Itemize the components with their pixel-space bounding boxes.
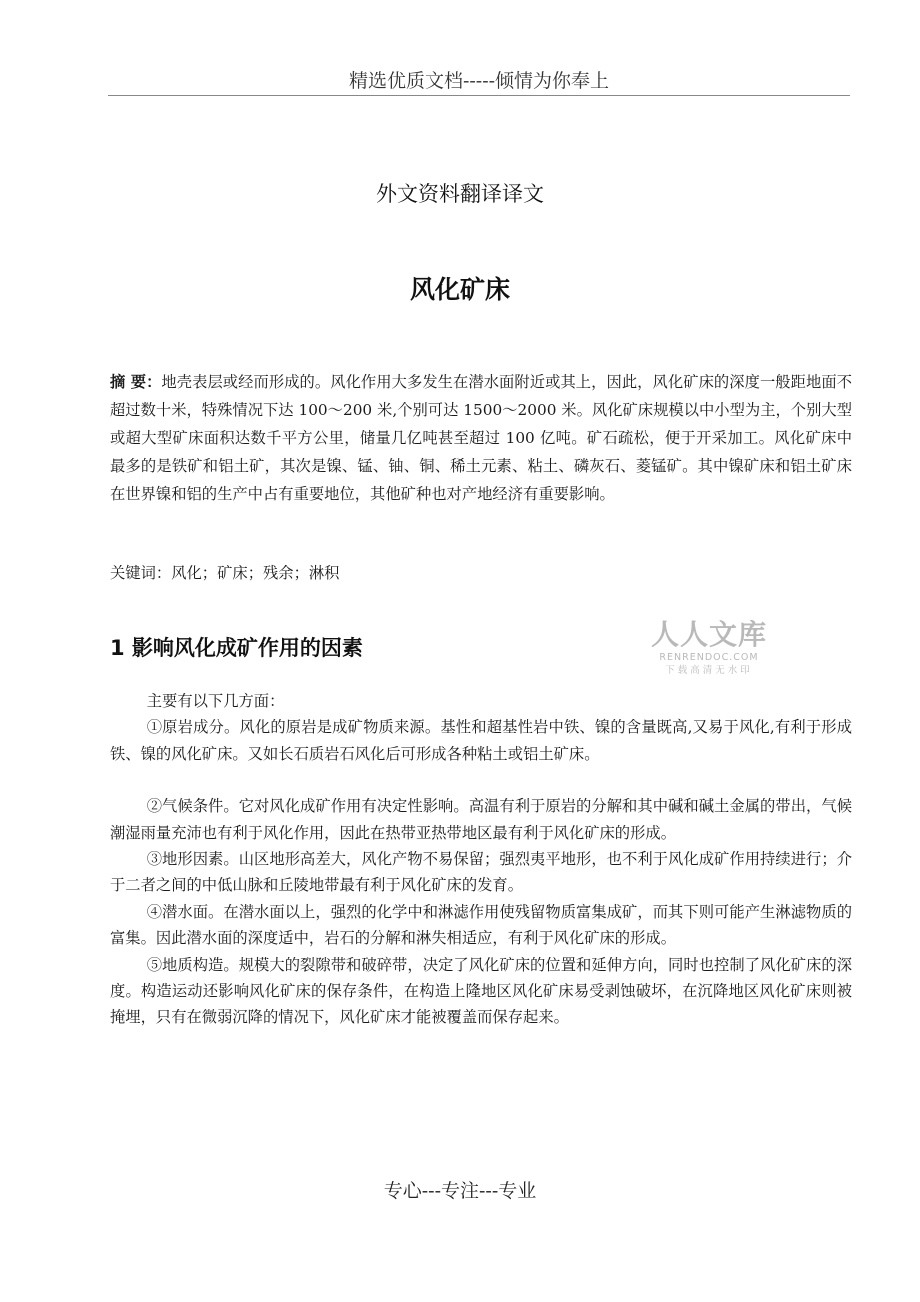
- body-text: [110, 688, 852, 1031]
- watermark-domain: RENRENDOC.COM: [659, 652, 759, 663]
- watermark: [644, 618, 774, 678]
- paragraph-terrain: ③地形因素。山区地形高差大，风化产物不易保留；强烈夷平地形，也不利于风化成矿作用持续进行；介于二者之间的中低山脉和丘陵地带最有利于风化矿床的发育。: [110, 850, 852, 895]
- watermark-logo: 人人文库: [650, 618, 767, 651]
- abstract-text: 地壳表层或经而形成的。风化作用大多发生在潜水面附近或其上，因此，风化矿床的深度一般距地面不超过数十米，特殊情况下达 100～200 米,个别可达 1500～2000 米。风化矿床规模以中小型为主，个别大型或超大型矿床面积达数千平方公里，储量几亿吨甚至超过 100 亿吨。矿石疏松，便于开采加工。风化矿床中最多的是铁矿和铝土矿，其次是镍、锰、铀、铜、稀土元素、粘土、磷灰石、菱锰矿。其中镍矿床和铝土矿床在世界镍和铝的生产中占有重要地位，其他矿种也对产地经济有重要影响。: [110, 373, 852, 503]
- paragraph-rock-composition: ①原岩成分。风化的原岩是成矿物质来源。基性和超基性岩中铁、镍的含量既高,又易于风化,有利于形成铁、镍的风化矿床。又如长石质岩石风化后可形成各种粘土或铝土矿床。: [110, 718, 852, 763]
- paragraph-water-table: ④潜水面。在潜水面以上，强烈的化学中和淋滤作用使残留物质富集成矿，而其下则可能产生淋滤物质的富集。因此潜水面的深度适中，岩石的分解和淋失相适应，有利于风化矿床的形成。: [110, 902, 852, 948]
- keywords-label: 关键词：: [110, 564, 172, 582]
- article-title: 风化矿床: [409, 275, 510, 304]
- page-footer: 专心---专注---专业: [383, 1180, 537, 1202]
- page-header: 精选优质文档-----倾情为你奉上: [348, 70, 610, 92]
- document-title: 外文资料翻译译文: [376, 182, 544, 206]
- keywords-text: 风化；矿床；残余；淋积: [171, 564, 340, 582]
- abstract-label: 摘 要：: [110, 373, 162, 391]
- abstract: [110, 368, 852, 508]
- paragraph-climate: ②气候条件。它对风化成矿作用有决定性影响。高温有利于原岩的分解和其中碱和碱土金属的带出，气候潮湿雨量充沛也有利于风化作用，因此在热带亚热带地区最有利于风化矿床的形成。: [110, 797, 852, 842]
- section-heading: 1 影响风化成矿作用的因素: [110, 636, 363, 660]
- paragraph-geologic-structure: ⑤地质构造。规模大的裂隙带和破碎带，决定了风化矿床的位置和延伸方向，同时也控制了风化矿床的深度。构造运动还影响风化矿床的保存条件，在构造上隆地区风化矿床易受剥蚀破坏，在沉降地区风化矿床则被掩埋，只有在微弱沉降的情况下，风化矿床才能被覆盖而保存起来。: [110, 955, 852, 1027]
- header-divider: [108, 95, 850, 96]
- keywords: [110, 560, 852, 586]
- paragraph-intro: 主要有以下几方面：: [146, 692, 285, 710]
- watermark-slogan: 下载高清无水印: [665, 665, 753, 676]
